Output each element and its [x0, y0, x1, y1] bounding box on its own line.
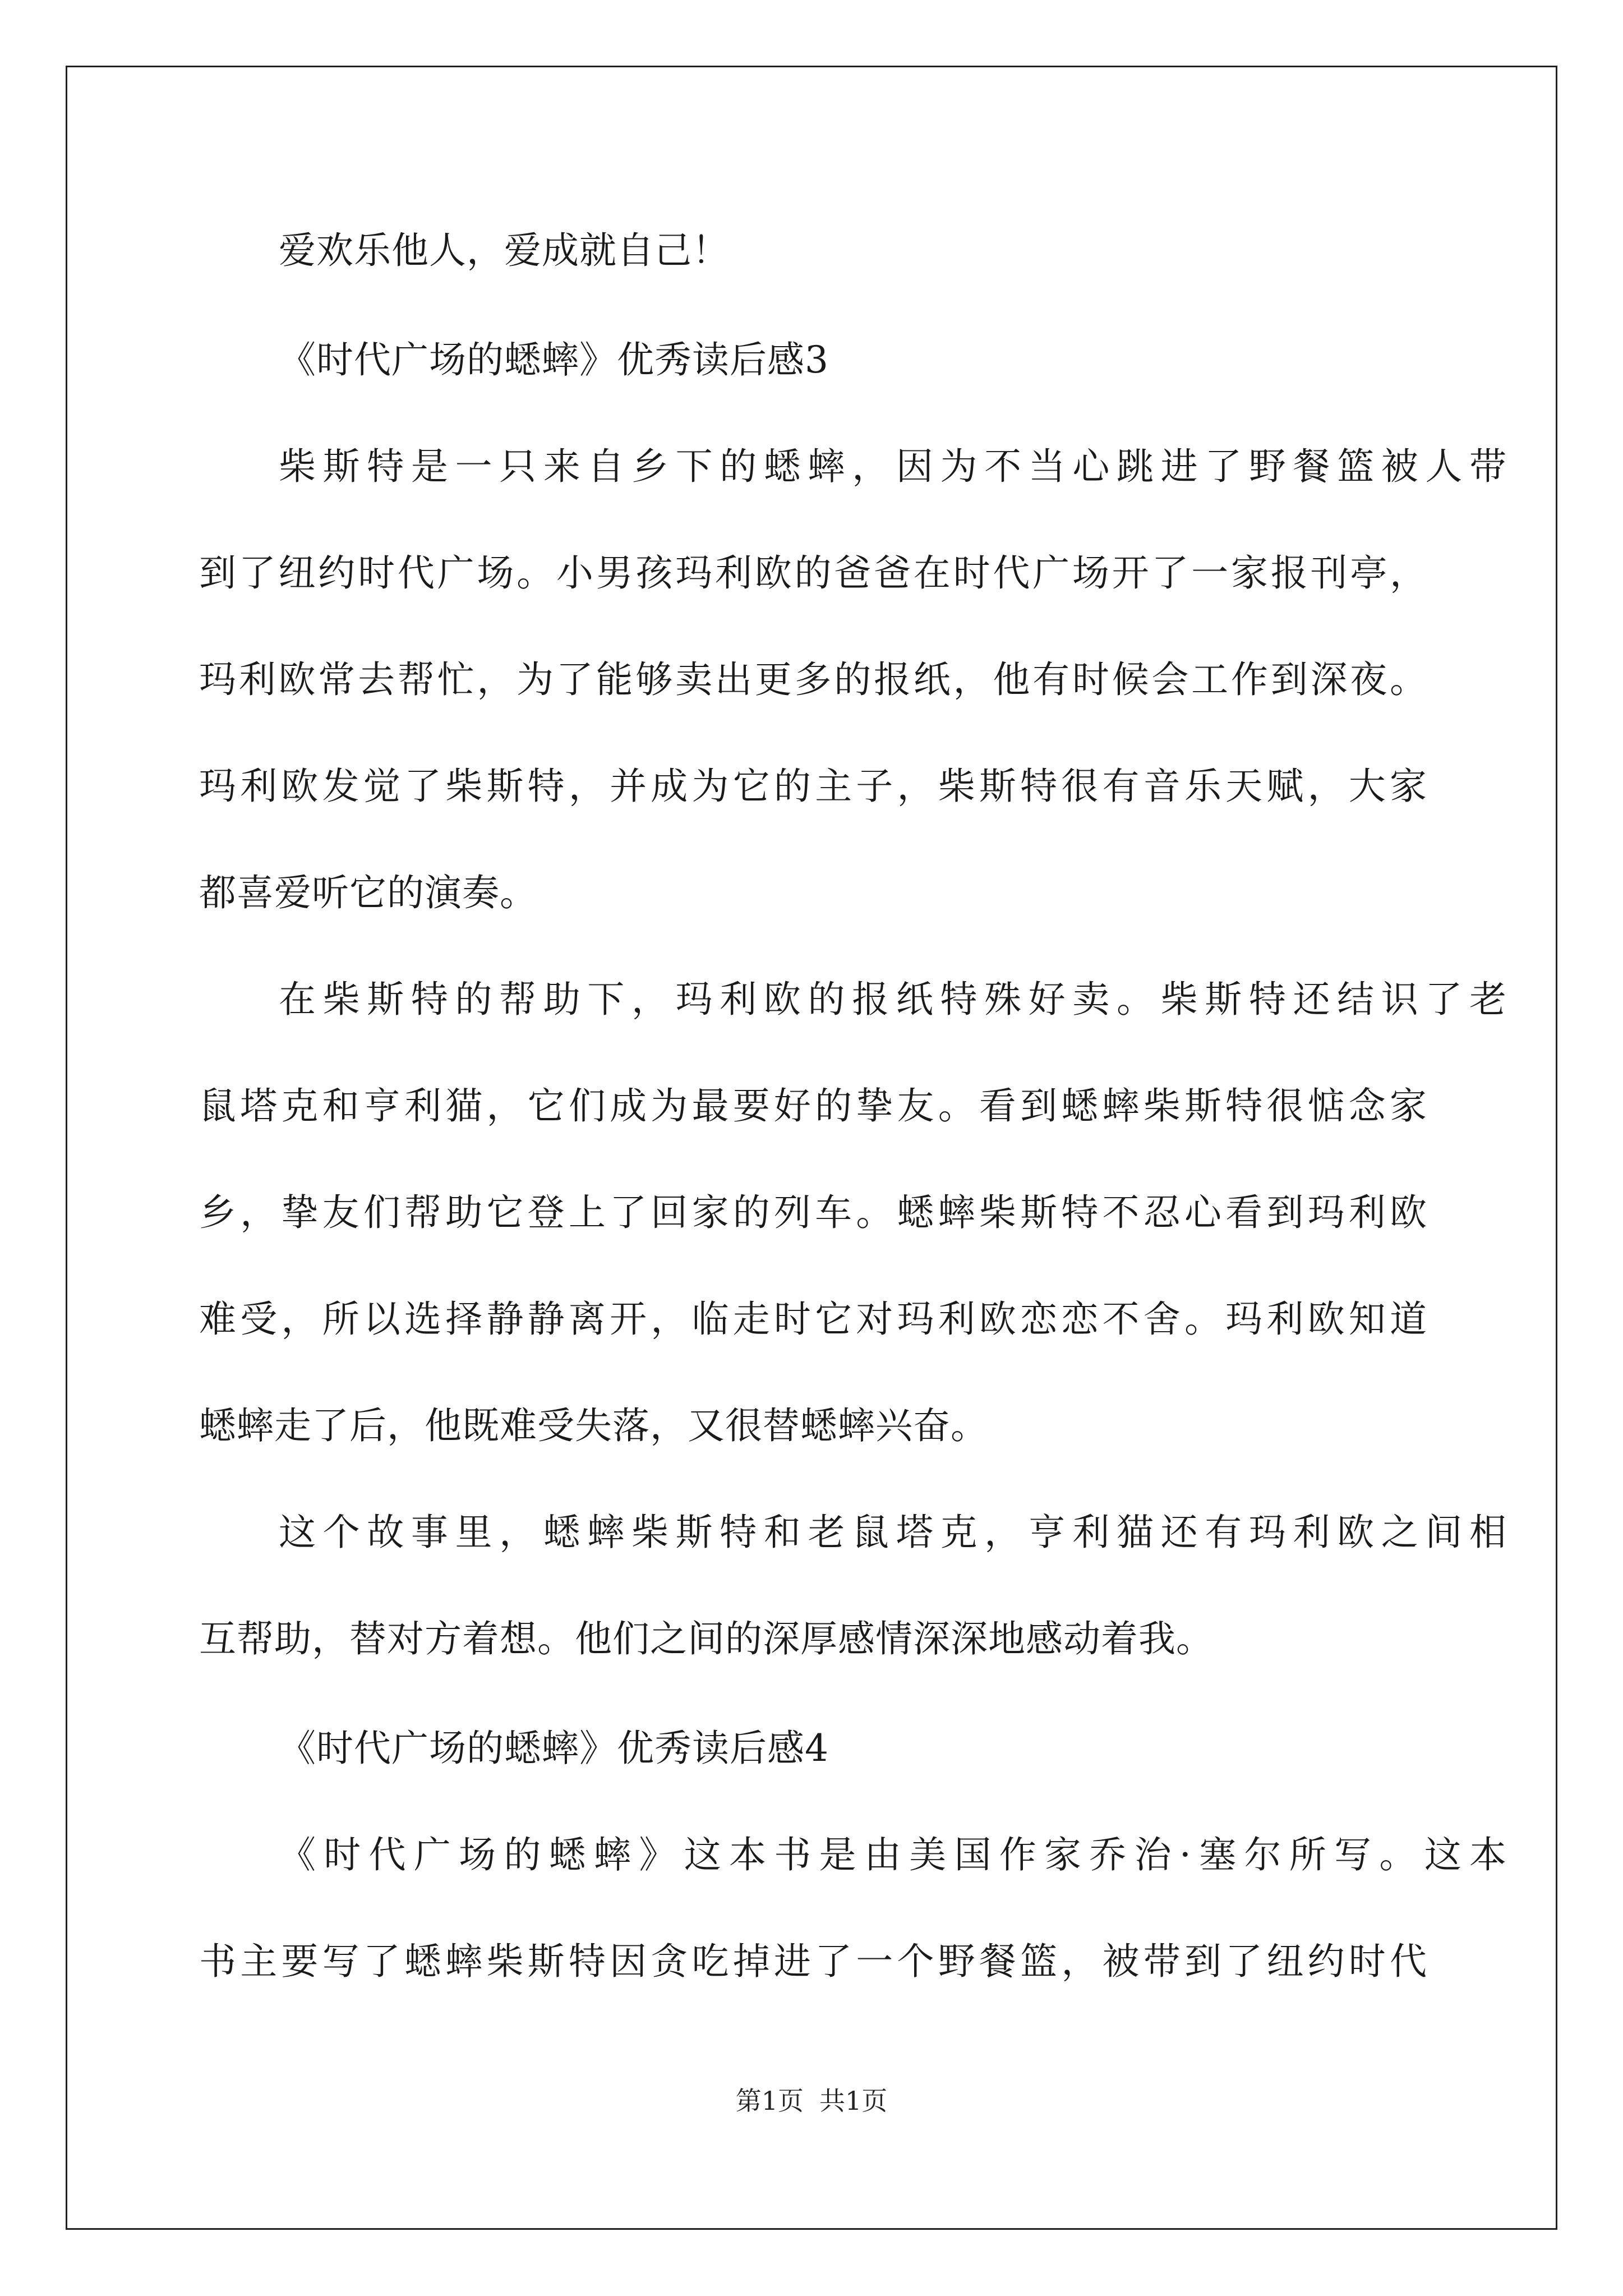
paragraph-line: 都喜爱听它的演奏。 — [199, 871, 537, 914]
paragraph-line: 互帮助，替对方着想。他们之间的深厚感情深深地感动着我。 — [199, 1617, 1214, 1660]
closing-sentence: 爱欢乐他人，爱成就自己！ — [279, 229, 730, 272]
page-number-total: 共1页 — [819, 2086, 888, 2116]
paragraph-line: 难受，所以选择静静离开，临走时它对玛利欧恋恋不舍。玛利欧知道 — [199, 1297, 1427, 1341]
section-heading-4: 《时代广场的蟋蟀》优秀读后感4 — [279, 1727, 829, 1770]
paragraph-line: 玛利欧发觉了柴斯特，并成为它的主子，柴斯特很有音乐天赋，大家 — [199, 765, 1427, 808]
paragraph-line: 蟋蟀走了后，他既难受失落，又很替蟋蟀兴奋。 — [199, 1404, 988, 1447]
section-heading-3: 《时代广场的蟋蟀》优秀读后感3 — [279, 338, 829, 381]
page-footer — [0, 2084, 1623, 2118]
page-border — [66, 66, 1557, 2230]
paragraph-line: 到了纽约时代广场。小男孩玛利欧的爸爸在时代广场开了一家报刊亭， — [199, 551, 1427, 595]
paragraph-line: 乡，挚友们帮助它登上了回家的列车。蟋蟀柴斯特不忍心看到玛利欧 — [199, 1191, 1427, 1234]
paragraph-line: 书主要写了蟋蟀柴斯特因贪吃掉进了一个野餐篮，被带到了纽约时代 — [199, 1940, 1427, 1983]
paragraph-line: 柴斯特是一只来自乡下的蟋蟀，因为不当心跳进了野餐篮被人带 — [279, 445, 1507, 488]
paragraph-line: 在柴斯特的帮助下，玛利欧的报纸特殊好卖。柴斯特还结识了老 — [279, 978, 1507, 1021]
paragraph-line: 玛利欧常去帮忙，为了能够卖出更多的报纸，他有时候会工作到深夜。 — [199, 658, 1427, 701]
page-number-current: 第1页 — [735, 2086, 804, 2116]
paragraph-line: 《时代广场的蟋蟀》这本书是由美国作家乔治·塞尔所写。这本 — [279, 1833, 1507, 1876]
paragraph-line: 鼠塔克和亨利猫，它们成为最要好的挚友。看到蟋蟀柴斯特很惦念家 — [199, 1084, 1427, 1128]
paragraph-line: 这个故事里，蟋蟀柴斯特和老鼠塔克，亨利猫还有玛利欧之间相 — [279, 1511, 1507, 1554]
